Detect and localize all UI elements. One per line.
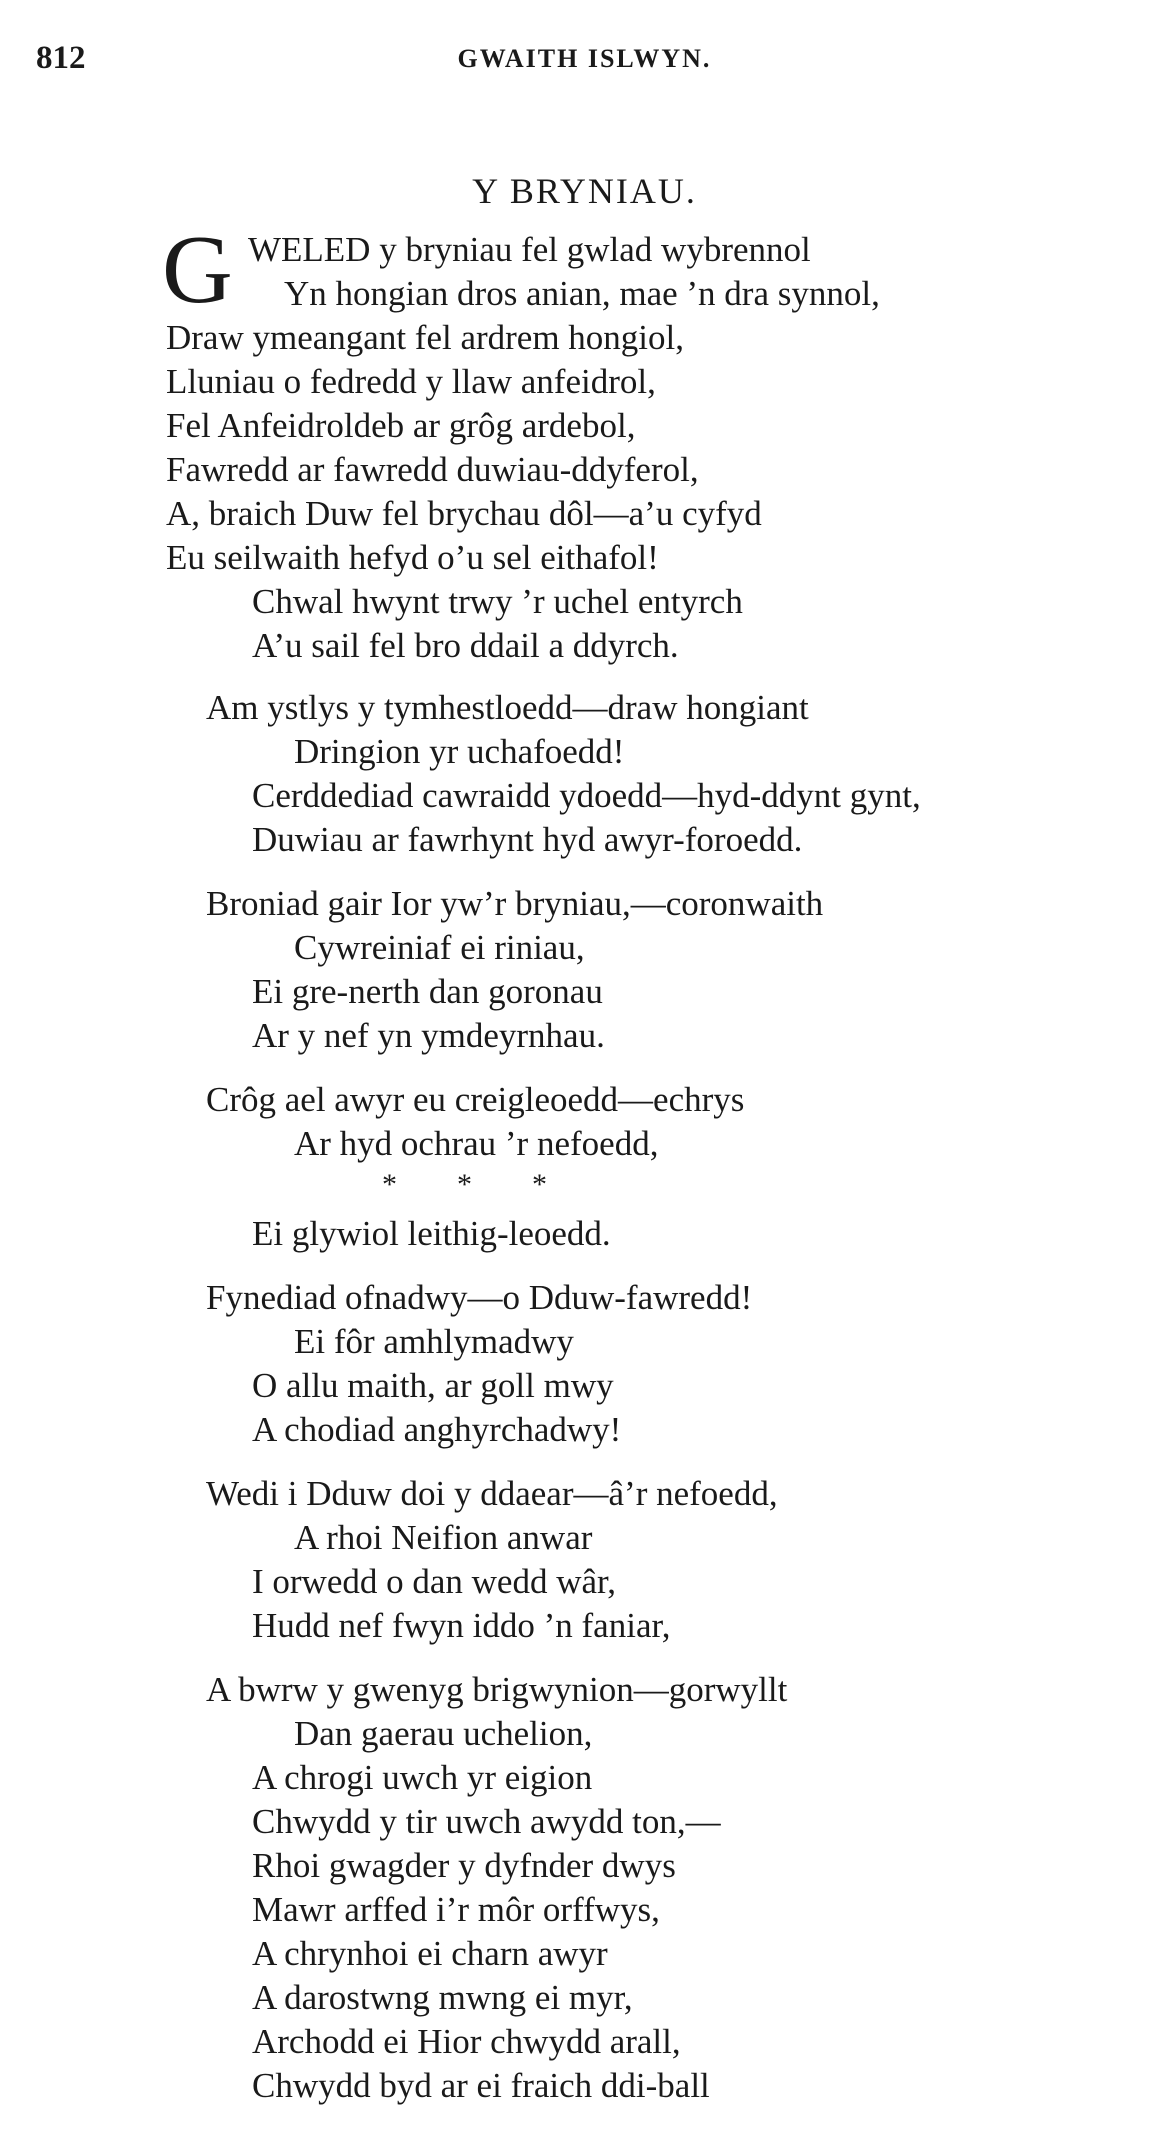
poem-line: Yn hongian dros anian, mae ’n dra synnol, [284, 274, 880, 313]
poem-line: Wedi i Dduw doi y ddaear—â’r nefoedd, [206, 1474, 778, 1513]
poem-line: Crôg ael awyr eu creigleoedd—echrys [206, 1080, 745, 1119]
poem-line: Hudd nef fwyn iddo ’n faniar, [252, 1606, 671, 1645]
poem-line: Ei gre-nerth dan goronau [252, 972, 603, 1011]
poem-line: Draw ymeangant fel ardrem hongiol, [166, 318, 685, 357]
poem-line: O allu maith, ar goll mwy [252, 1366, 614, 1405]
poem-line: Rhoi gwagder y dyfnder dwys [252, 1846, 676, 1885]
poem-line: Broniad gair Ior yw’r bryniau,—coronwaith [206, 884, 824, 923]
poem-line: Eu seilwaith hefyd o’u sel eithafol! [166, 538, 659, 577]
poem-line: A rhoi Neifion anwar [294, 1518, 593, 1557]
poem-line: Am ystlys y tymhestloedd—draw hongiant [206, 688, 809, 727]
poem-line: Cerddediad cawraidd ydoedd—hyd-ddynt gynt, [252, 776, 921, 815]
poem-line: Chwal hwynt trwy ’r uchel entyrch [252, 582, 743, 621]
poem-line: Ei fôr amhlymadwy [294, 1322, 574, 1361]
poem-line: Ei glywiol leithig-leoedd. [252, 1214, 611, 1253]
page-number: 812 [36, 40, 86, 76]
poem-line: Archodd ei Hior chwydd arall, [252, 2022, 681, 2061]
poem-line: A chrogi uwch yr eigion [252, 1758, 593, 1797]
poem-line: Fawredd ar fawredd duwiau-ddyferol, [166, 450, 699, 489]
poem-title: Y BRYNIAU. [472, 171, 697, 211]
poem-line: A’u sail fel bro ddail a ddyrch. [252, 626, 679, 665]
poem-line: Duwiau ar fawrhynt hyd awyr-foroedd. [252, 820, 803, 859]
poem-line: A, braich Duw fel brychau dôl—a’u cyfyd [166, 494, 762, 533]
poem-line: A bwrw y gwenyg brigwynion—gorwyllt [206, 1670, 788, 1709]
poem-line: A chrynhoi ei charn awyr [252, 1934, 608, 1973]
poem-line: Fynediad ofnadwy—o Dduw-fawredd! [206, 1278, 753, 1317]
poem-line: Fel Anfeidroldeb ar grôg ardebol, [166, 406, 636, 445]
running-title: GWAITH ISLWYN. [457, 44, 712, 73]
asterisk-separator: * * * [382, 1168, 547, 1201]
poem-line: Cywreiniaf ei riniau, [294, 928, 585, 967]
poem-line: Dan gaerau uchelion, [294, 1714, 593, 1753]
poem-line: Ar y nef yn ymdeyrnhau. [252, 1016, 605, 1055]
poem-line: Lluniau o fedredd y llaw anfeidrol, [166, 362, 656, 401]
poem-line: Mawr arffed i’r môr orffwys, [252, 1890, 660, 1929]
poem-line: A darostwng mwng ei myr, [252, 1978, 633, 2017]
drop-cap: G [162, 216, 233, 324]
poem-line: WELED y bryniau fel gwlad wybrennol [248, 230, 811, 269]
poem-line: Chwydd byd ar ei fraich ddi-ball [252, 2066, 710, 2105]
poem-line: Chwydd y tir uwch awydd ton,— [252, 1802, 721, 1841]
poem-line: I orwedd o dan wedd wâr, [252, 1562, 617, 1601]
page-header [0, 40, 1169, 80]
poem-line: A chodiad anghyrchadwy! [252, 1410, 622, 1449]
poem-line: Dringion yr uchafoedd! [294, 732, 625, 771]
poem-line: Ar hyd ochrau ’r nefoedd, [294, 1124, 659, 1163]
